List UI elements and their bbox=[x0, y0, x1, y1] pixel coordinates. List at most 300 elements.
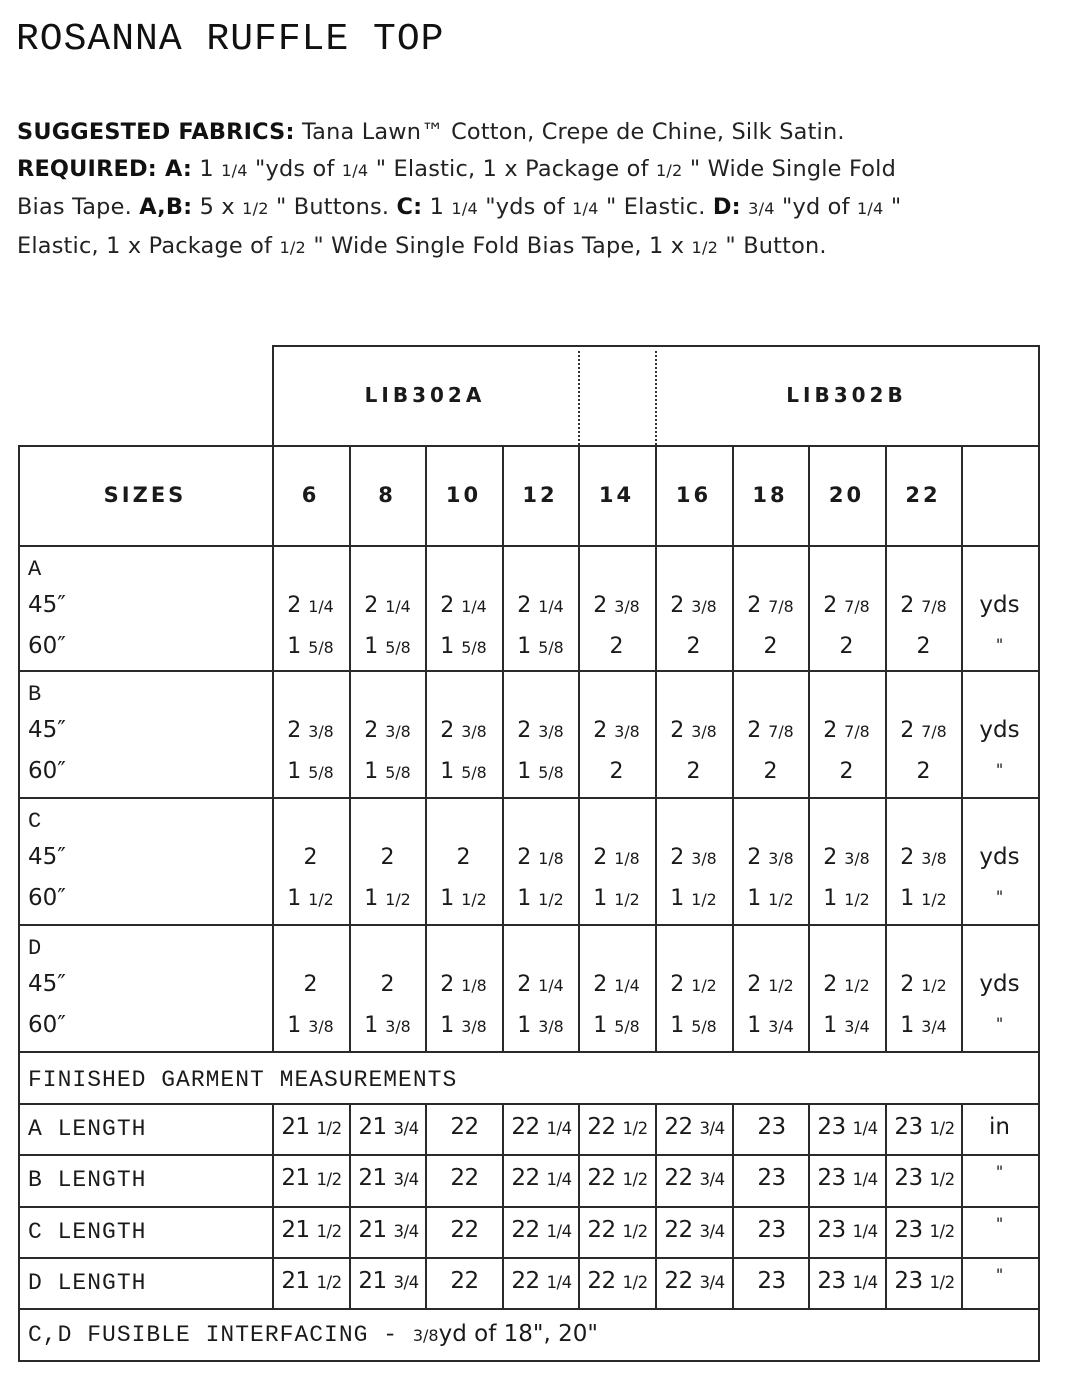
fraction: 1/4 bbox=[221, 160, 248, 180]
unit-label: " bbox=[995, 887, 1004, 906]
fraction: 1/2 bbox=[929, 1119, 955, 1138]
whole-number: 1 bbox=[747, 1013, 769, 1038]
fraction: 3/4 bbox=[393, 1170, 419, 1189]
unit-label: " bbox=[995, 1265, 1004, 1284]
fraction: 1/4 bbox=[852, 1170, 878, 1189]
yardage-value bbox=[885, 845, 962, 870]
fraction: 3/8 bbox=[614, 597, 640, 616]
whole-number: 23 bbox=[894, 1165, 930, 1191]
yardage-value bbox=[808, 718, 885, 743]
yardage-value bbox=[655, 886, 732, 911]
yardage-value bbox=[732, 886, 809, 911]
length-value: 22 bbox=[450, 1165, 479, 1191]
length-value bbox=[886, 1268, 963, 1294]
length-value bbox=[886, 1217, 963, 1243]
fabric-width-label: 60″ bbox=[28, 758, 66, 784]
fabric-width-label: 45″ bbox=[28, 971, 66, 997]
yardage-value bbox=[578, 972, 655, 997]
length-value bbox=[503, 1268, 580, 1294]
whole-number: 2 bbox=[287, 718, 309, 743]
whole-number: 1 bbox=[440, 759, 462, 784]
fraction: 1/8 bbox=[538, 849, 564, 868]
yardage-value bbox=[808, 972, 885, 997]
length-value bbox=[579, 1268, 656, 1294]
yardage-value: 2 bbox=[609, 634, 624, 659]
length-value bbox=[350, 1114, 427, 1140]
fraction: 5/8 bbox=[614, 1017, 640, 1036]
fraction: 1/4 bbox=[572, 199, 599, 218]
view-label: A bbox=[28, 557, 42, 582]
unit-label: yds bbox=[979, 717, 1020, 743]
fraction: 1/2 bbox=[768, 976, 794, 995]
whole-number: 21 bbox=[358, 1217, 394, 1243]
whole-number: 1 bbox=[364, 886, 386, 911]
size-header: 6 bbox=[301, 483, 320, 507]
fraction: 7/8 bbox=[921, 597, 947, 616]
whole-number: 21 bbox=[281, 1217, 317, 1243]
whole-number: 2 bbox=[593, 593, 615, 618]
fraction: 1/4 bbox=[852, 1119, 878, 1138]
fraction: 1/4 bbox=[546, 1222, 572, 1241]
fraction: 1/4 bbox=[852, 1273, 878, 1292]
fraction: 7/8 bbox=[844, 597, 870, 616]
suggested-fabrics-value: Tana Lawn™ Cotton, Crepe de Chine, Silk Satin. bbox=[294, 119, 845, 145]
finished-measurements-label: FINISHED GARMENT MEASUREMENTS bbox=[28, 1067, 458, 1093]
yardage-value bbox=[655, 972, 732, 997]
whole-number: 2 bbox=[900, 845, 922, 870]
unit-label: " bbox=[995, 1014, 1004, 1033]
length-value bbox=[809, 1268, 886, 1294]
fraction: 1/8 bbox=[614, 849, 640, 868]
whole-number: 1 bbox=[364, 759, 386, 784]
text-fragment: 5 x bbox=[192, 194, 243, 220]
interfacing-label: C,D FUSIBLE INTERFACING - bbox=[28, 1322, 413, 1348]
size-header: 14 bbox=[598, 483, 635, 507]
whole-number: 2 bbox=[517, 593, 539, 618]
fraction: 3/4 bbox=[699, 1119, 725, 1138]
fraction: 1/2 bbox=[655, 160, 683, 180]
unit-label: in bbox=[989, 1114, 1010, 1140]
fraction: 3/4 bbox=[768, 1017, 794, 1036]
fraction: 5/8 bbox=[385, 763, 411, 782]
fraction: 5/8 bbox=[538, 763, 564, 782]
whole-number: 22 bbox=[587, 1217, 623, 1243]
whole-number: 2 bbox=[670, 718, 692, 743]
unit-label: " bbox=[995, 760, 1004, 779]
whole-number: 23 bbox=[817, 1217, 853, 1243]
whole-number: 2 bbox=[747, 593, 769, 618]
fraction: 5/8 bbox=[308, 763, 334, 782]
text-fragment: "yd of bbox=[774, 194, 857, 220]
fraction: 1/2 bbox=[316, 1170, 342, 1189]
yardage-value bbox=[808, 1013, 885, 1038]
whole-number: 1 bbox=[517, 759, 539, 784]
text-fragment: " Buttons. bbox=[268, 194, 397, 220]
fraction: 1/2 bbox=[242, 199, 269, 218]
yardage-value bbox=[808, 593, 885, 618]
whole-number: 2 bbox=[747, 845, 769, 870]
fraction: 1/8 bbox=[461, 976, 487, 995]
text-fragment: " Button. bbox=[718, 232, 827, 259]
whole-number: 21 bbox=[358, 1268, 394, 1294]
fabric-width-label: 60″ bbox=[28, 885, 66, 911]
length-value bbox=[656, 1268, 733, 1294]
text-fragment: " Elastic. bbox=[598, 194, 713, 220]
yardage-value bbox=[655, 1013, 732, 1038]
size-header: 12 bbox=[522, 483, 558, 507]
whole-number: 22 bbox=[587, 1268, 623, 1294]
fraction: 1/2 bbox=[622, 1273, 648, 1292]
length-label: D LENGTH bbox=[28, 1270, 147, 1296]
fraction: 5/8 bbox=[385, 638, 411, 657]
yardage-value bbox=[578, 718, 655, 743]
whole-number: 22 bbox=[511, 1268, 547, 1294]
text-fragment: " Wide Single Fold Bias Tape, 1 x bbox=[306, 232, 692, 259]
yardage-value bbox=[272, 634, 349, 659]
yardage-value bbox=[349, 593, 426, 618]
whole-number: 1 bbox=[364, 1013, 386, 1038]
whole-number: 2 bbox=[747, 718, 769, 743]
view-label: B bbox=[28, 682, 42, 707]
yardage-value bbox=[502, 634, 579, 659]
view-label: C bbox=[28, 809, 42, 834]
length-value: 23 bbox=[757, 1114, 786, 1140]
fraction: 1/4 bbox=[852, 1222, 878, 1241]
yardage-value: 2 bbox=[303, 972, 318, 997]
fraction: 1/4 bbox=[614, 976, 640, 995]
whole-number: 2 bbox=[364, 593, 386, 618]
yardage-value: 2 bbox=[763, 759, 778, 784]
fraction: 3/8 bbox=[385, 1017, 411, 1036]
fraction: 3/4 bbox=[748, 199, 775, 218]
whole-number: 2 bbox=[823, 593, 845, 618]
yardage-value bbox=[349, 1013, 426, 1038]
fabric-width-label: 45″ bbox=[28, 844, 66, 870]
fraction: 1/2 bbox=[316, 1273, 342, 1292]
whole-number: 1 bbox=[747, 886, 769, 911]
whole-number: 2 bbox=[670, 845, 692, 870]
fraction: 1/2 bbox=[921, 976, 947, 995]
fraction: 3/8 bbox=[691, 722, 717, 741]
whole-number: 23 bbox=[817, 1114, 853, 1140]
whole-number: 22 bbox=[511, 1114, 547, 1140]
unit-label: yds bbox=[979, 844, 1020, 870]
unit-label: " bbox=[995, 635, 1004, 654]
whole-number: 1 bbox=[593, 886, 615, 911]
whole-number: 1 bbox=[440, 886, 462, 911]
length-value bbox=[273, 1114, 350, 1140]
fraction: 1/4 bbox=[341, 160, 369, 180]
whole-number: 2 bbox=[747, 972, 769, 997]
length-value: 23 bbox=[757, 1217, 786, 1243]
fraction: 3/8 bbox=[461, 722, 487, 741]
length-value bbox=[579, 1114, 656, 1140]
whole-number: 1 bbox=[593, 1013, 615, 1038]
text-fragment: "yds of bbox=[247, 155, 342, 182]
fraction: 1/4 bbox=[538, 597, 564, 616]
fraction: 5/8 bbox=[538, 638, 564, 657]
length-value: 22 bbox=[450, 1268, 479, 1294]
size-header: 10 bbox=[445, 483, 482, 507]
yardage-value: 2 bbox=[763, 634, 778, 659]
length-value bbox=[273, 1268, 350, 1294]
whole-number: 2 bbox=[440, 593, 462, 618]
fraction: 3/8 bbox=[768, 849, 794, 868]
fraction: 1/4 bbox=[856, 199, 884, 218]
fraction: 3/8 bbox=[691, 597, 717, 616]
yardage-value bbox=[272, 718, 349, 743]
fraction: 3/8 bbox=[691, 849, 717, 868]
fraction: 1/2 bbox=[844, 976, 870, 995]
yardage-value: 2 bbox=[609, 759, 624, 784]
fraction: 1/2 bbox=[622, 1119, 648, 1138]
yardage-value bbox=[732, 718, 809, 743]
fraction: 1/2 bbox=[461, 890, 487, 909]
yardage-value bbox=[425, 972, 502, 997]
whole-number: 2 bbox=[593, 718, 615, 743]
fraction: 3/4 bbox=[393, 1222, 419, 1241]
interfacing-note bbox=[28, 1321, 598, 1348]
text-fragment: 1 bbox=[192, 155, 222, 182]
whole-number: 1 bbox=[823, 1013, 845, 1038]
length-value bbox=[350, 1217, 427, 1243]
whole-number: 1 bbox=[517, 1013, 539, 1038]
length-value: 23 bbox=[757, 1268, 786, 1294]
length-value bbox=[656, 1217, 733, 1243]
whole-number: 21 bbox=[358, 1114, 394, 1140]
size-header: 22 bbox=[905, 483, 941, 507]
yardage-value bbox=[349, 759, 426, 784]
fraction: 5/8 bbox=[691, 1017, 717, 1036]
whole-number: 2 bbox=[900, 718, 922, 743]
fraction: 3/8 bbox=[412, 1326, 439, 1345]
yardage-value bbox=[272, 759, 349, 784]
yardage-value bbox=[502, 845, 579, 870]
yardage-value bbox=[885, 1013, 962, 1038]
fabric-width-label: 60″ bbox=[28, 1012, 66, 1038]
fraction: 3/8 bbox=[308, 722, 334, 741]
fraction: 1/2 bbox=[622, 1222, 648, 1241]
length-value: 22 bbox=[450, 1217, 479, 1243]
length-value bbox=[350, 1165, 427, 1191]
fraction: 1/2 bbox=[929, 1170, 955, 1189]
fraction: 3/8 bbox=[461, 1017, 487, 1036]
whole-number: 1 bbox=[900, 886, 922, 911]
suggested-fabrics-label: SUGGESTED FABRICS: bbox=[17, 119, 295, 145]
whole-number: 1 bbox=[364, 634, 386, 659]
whole-number: 2 bbox=[364, 718, 386, 743]
view-c-label: C: bbox=[396, 194, 423, 220]
whole-number: 2 bbox=[900, 972, 922, 997]
fraction: 1/4 bbox=[461, 597, 487, 616]
fraction: 1/4 bbox=[546, 1119, 572, 1138]
fabric-width-label: 45″ bbox=[28, 592, 66, 618]
whole-number: 2 bbox=[823, 718, 845, 743]
dotted-divider bbox=[578, 351, 580, 445]
fraction: 3/4 bbox=[393, 1119, 419, 1138]
whole-number: 22 bbox=[511, 1217, 547, 1243]
fraction: 1/2 bbox=[691, 890, 717, 909]
whole-number: 2 bbox=[440, 972, 462, 997]
fraction: 1/2 bbox=[385, 890, 411, 909]
fraction: 5/8 bbox=[461, 763, 487, 782]
whole-number: 1 bbox=[900, 1013, 922, 1038]
yardage-value bbox=[502, 759, 579, 784]
fraction: 1/4 bbox=[546, 1170, 572, 1189]
fraction: 1/2 bbox=[921, 890, 947, 909]
fraction: 1/2 bbox=[279, 237, 306, 257]
length-value bbox=[656, 1165, 733, 1191]
yardage-value bbox=[885, 718, 962, 743]
text-fragment: 1 bbox=[422, 194, 452, 220]
pattern-code-a: LIB302A bbox=[364, 383, 486, 407]
table-rule bbox=[1038, 345, 1040, 447]
whole-number: 23 bbox=[894, 1268, 930, 1294]
yardage-value: 2 bbox=[839, 759, 854, 784]
length-value bbox=[579, 1217, 656, 1243]
whole-number: 1 bbox=[517, 886, 539, 911]
whole-number: 23 bbox=[817, 1268, 853, 1294]
yardage-value bbox=[272, 593, 349, 618]
length-value bbox=[273, 1165, 350, 1191]
fraction: 3/8 bbox=[308, 1017, 334, 1036]
yardage-value bbox=[502, 593, 579, 618]
fraction: 1/4 bbox=[451, 199, 478, 218]
length-value bbox=[886, 1114, 963, 1140]
view-d-label: D: bbox=[712, 194, 741, 220]
yardage-value bbox=[349, 634, 426, 659]
table-rule bbox=[961, 445, 963, 1053]
whole-number: 2 bbox=[517, 718, 539, 743]
size-header: 20 bbox=[828, 483, 865, 507]
page-title: ROSANNA RUFFLE TOP bbox=[16, 18, 445, 61]
yardage-value bbox=[732, 972, 809, 997]
yardage-value: 2 bbox=[839, 634, 854, 659]
whole-number: 1 bbox=[670, 886, 692, 911]
yardage-value bbox=[808, 886, 885, 911]
whole-number: 22 bbox=[587, 1165, 623, 1191]
unit-label: yds bbox=[979, 592, 1020, 618]
whole-number: 1 bbox=[440, 1013, 462, 1038]
fraction: 1/2 bbox=[308, 890, 334, 909]
fraction: 7/8 bbox=[921, 722, 947, 741]
length-value bbox=[503, 1165, 580, 1191]
length-label: B LENGTH bbox=[28, 1167, 147, 1193]
fraction: 3/8 bbox=[538, 1017, 564, 1036]
yardage-value bbox=[655, 593, 732, 618]
whole-number: 2 bbox=[900, 593, 922, 618]
fraction: 1/2 bbox=[614, 890, 640, 909]
whole-number: 1 bbox=[287, 1013, 309, 1038]
length-value: 23 bbox=[757, 1165, 786, 1191]
fraction: 3/8 bbox=[614, 722, 640, 741]
yardage-value bbox=[425, 886, 502, 911]
text-fragment: " Elastic, 1 x Package of bbox=[368, 155, 656, 182]
length-value bbox=[350, 1268, 427, 1294]
yardage-value: 2 bbox=[456, 845, 471, 870]
whole-number: 1 bbox=[287, 634, 309, 659]
whole-number: 21 bbox=[358, 1165, 394, 1191]
whole-number: 2 bbox=[823, 845, 845, 870]
yardage-value bbox=[655, 718, 732, 743]
yardage-value bbox=[885, 593, 962, 618]
fraction: 7/8 bbox=[844, 722, 870, 741]
whole-number: 1 bbox=[823, 886, 845, 911]
length-value bbox=[579, 1165, 656, 1191]
fraction: 1/4 bbox=[538, 976, 564, 995]
yardage-value: 2 bbox=[686, 759, 701, 784]
yardage-value bbox=[502, 972, 579, 997]
fraction: 3/8 bbox=[921, 849, 947, 868]
length-value bbox=[656, 1114, 733, 1140]
fraction: 3/4 bbox=[921, 1017, 947, 1036]
yardage-value bbox=[578, 886, 655, 911]
interfacing-value: yd of 18", 20" bbox=[438, 1321, 598, 1347]
fraction: 3/8 bbox=[844, 849, 870, 868]
whole-number: 1 bbox=[440, 634, 462, 659]
length-value bbox=[809, 1165, 886, 1191]
fraction: 1/2 bbox=[316, 1222, 342, 1241]
fraction: 1/2 bbox=[929, 1273, 955, 1292]
yardage-value bbox=[578, 1013, 655, 1038]
whole-number: 2 bbox=[670, 593, 692, 618]
yardage-value bbox=[502, 718, 579, 743]
fraction: 5/8 bbox=[308, 638, 334, 657]
fraction: 1/2 bbox=[691, 976, 717, 995]
yardage-value: 2 bbox=[303, 845, 318, 870]
text-fragment: "yds of bbox=[477, 194, 573, 220]
length-label: C LENGTH bbox=[28, 1219, 147, 1245]
fraction: 1/2 bbox=[768, 890, 794, 909]
size-header: 18 bbox=[752, 483, 788, 507]
whole-number: 23 bbox=[894, 1114, 930, 1140]
whole-number: 1 bbox=[517, 634, 539, 659]
table-rule bbox=[18, 445, 20, 1362]
whole-number: 22 bbox=[664, 1268, 700, 1294]
whole-number: 2 bbox=[517, 972, 539, 997]
fabric-width-label: 60″ bbox=[28, 633, 66, 659]
yardage-value bbox=[425, 1013, 502, 1038]
whole-number: 2 bbox=[593, 845, 615, 870]
length-value bbox=[809, 1217, 886, 1243]
yardage-value bbox=[732, 1013, 809, 1038]
whole-number: 21 bbox=[281, 1165, 317, 1191]
yardage-value bbox=[885, 886, 962, 911]
whole-number: 1 bbox=[287, 759, 309, 784]
fraction: 3/8 bbox=[385, 722, 411, 741]
whole-number: 2 bbox=[440, 718, 462, 743]
whole-number: 22 bbox=[664, 1217, 700, 1243]
yardage-value bbox=[425, 759, 502, 784]
fraction: 1/2 bbox=[316, 1119, 342, 1138]
yardage-value: 2 bbox=[916, 634, 931, 659]
yardage-value bbox=[808, 845, 885, 870]
fraction: 3/4 bbox=[699, 1170, 725, 1189]
yardage-value: 2 bbox=[686, 634, 701, 659]
fraction: 3/4 bbox=[699, 1222, 725, 1241]
text-fragment: Bias Tape. bbox=[17, 194, 140, 220]
table-rule bbox=[1038, 445, 1040, 1362]
whole-number: 22 bbox=[587, 1114, 623, 1140]
table-rule bbox=[18, 1360, 1040, 1362]
yardage-value bbox=[578, 845, 655, 870]
yardage-value bbox=[425, 718, 502, 743]
whole-number: 21 bbox=[281, 1114, 317, 1140]
fraction: 3/4 bbox=[393, 1273, 419, 1292]
fabric-width-label: 45″ bbox=[28, 717, 66, 743]
whole-number: 2 bbox=[823, 972, 845, 997]
unit-label: " bbox=[995, 1214, 1004, 1233]
